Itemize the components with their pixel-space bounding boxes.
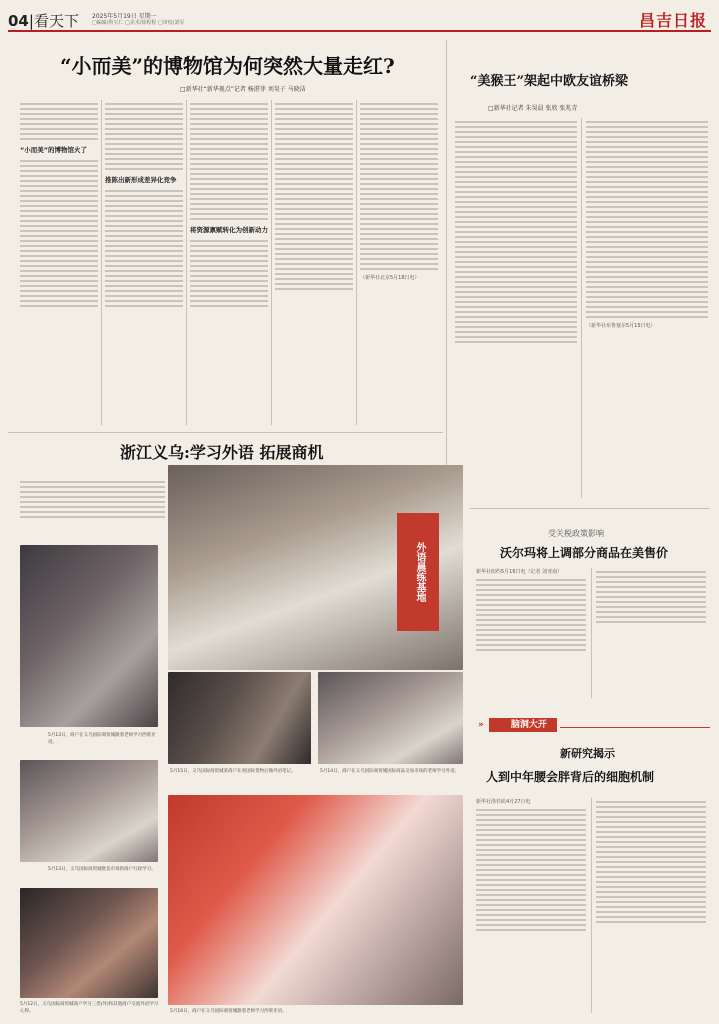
photo-woman-studying-booth	[20, 545, 158, 727]
caption-photo-5: 5月15日，义乌国际商贸城某商户在看国际货物后做外语笔记。	[170, 769, 296, 774]
article1-col3	[190, 100, 268, 430]
photo-shop-notes	[168, 672, 311, 764]
photo-notebooks	[20, 760, 158, 862]
page-number-value: 04	[8, 12, 29, 30]
article4-headline: 沃尔玛将上调部分商品在美售价	[500, 546, 669, 560]
chevron-right-icon: »	[478, 720, 484, 730]
article4-kicker: 受关税政策影响	[548, 529, 604, 538]
section-name: 看天下	[33, 12, 79, 30]
header-rule	[8, 30, 711, 32]
article2-col2	[586, 118, 708, 498]
column-label: 脑洞大开	[489, 718, 557, 732]
article2-footer: （新华社布鲁塞尔5月15日电）	[586, 323, 656, 329]
article1-subhead-2: 推陈出新形成差异化竞争	[105, 176, 177, 184]
photo-woman-microphone	[168, 795, 463, 1005]
article3-headline: 浙江义乌:学习外语 拓展商机	[120, 443, 324, 462]
article1-headline: “小而美”的博物馆为何突然大量走红?	[60, 54, 395, 78]
article1-col5	[360, 100, 438, 430]
issue-date: 2025年5月19日 星期一	[92, 13, 157, 20]
article1-subhead-1: “小而美”的博物馆火了	[20, 146, 88, 154]
photo-merchants-reading	[318, 672, 463, 764]
caption-photo-2: 5月13日，商户在义乌国际商贸城跟着老师学习西班牙语。	[48, 733, 156, 745]
article2-headline: “美猴王”架起中欧友谊桥梁	[470, 74, 628, 89]
article5-kicker: 新研究揭示	[560, 747, 615, 760]
photo-sign-foreign-language-base: 外语晨练基地	[397, 513, 439, 631]
article2-byline: □新华社记者 朱昊晨 张欣 张兆青	[488, 105, 578, 112]
article4-col1	[476, 568, 586, 698]
article3-text	[20, 478, 165, 548]
article5-lead: 新华社洛杉矶4月27日电	[476, 799, 531, 805]
caption-photo-7: 5月16日，商户在义乌国际商贸城跟着老师学习西班牙语。	[170, 1009, 287, 1014]
article1-col2	[105, 100, 183, 430]
article5-col2	[596, 798, 706, 1013]
caption-photo-3: 5月13日，义乌国际商贸城批发市场的商户行政学习。	[48, 867, 156, 872]
caption-photo-4: 5月14日，商户在义乌国际商贸城国际商品交易市场的老师学习外语。	[320, 769, 460, 774]
article4-lead: 新华社纽约5月16日电（记者 刘亚南）	[476, 569, 563, 575]
article1-col4	[275, 100, 353, 430]
column-tag	[478, 712, 557, 731]
editor-credits: □编辑/鲁宝仁 □美术/徐程程 □审校/刘军	[92, 20, 185, 26]
newspaper-logo: 昌吉日报	[638, 11, 707, 30]
article4-col2	[596, 568, 706, 658]
page-number: 04|看天下	[8, 12, 79, 30]
photo-crowd-language-class	[168, 465, 463, 670]
photo-merchants-chatting	[20, 888, 158, 998]
article1-byline: □新华社“新华视点”记者 杨湛菲 刘昊子 马晓洁	[180, 86, 306, 93]
article1-subhead-3: 将资源禀赋转化为创新动力	[190, 226, 268, 234]
article1-col1	[20, 100, 98, 430]
article5-headline: 人到中年腰会胖背后的细胞机制	[486, 770, 655, 784]
article1-footer: （新华社北京5月18日电）	[360, 275, 420, 281]
article5-col1	[476, 798, 586, 1013]
caption-photo-6: 5月12日，义乌国际商贸城商户学习三类(外)和其他商户交流外语学习心得。	[20, 1002, 159, 1014]
article2-col1	[455, 118, 577, 498]
